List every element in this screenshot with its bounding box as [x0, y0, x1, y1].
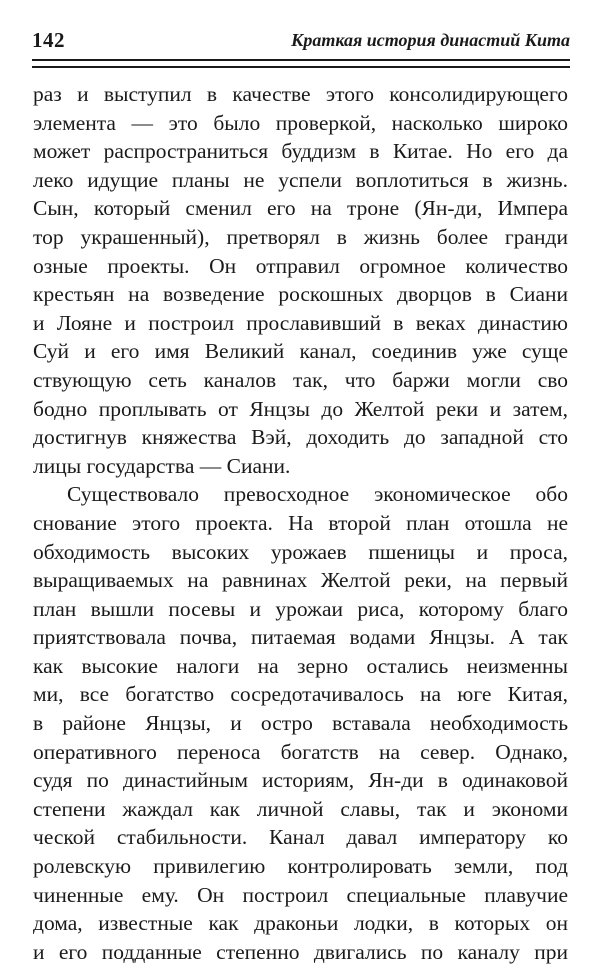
- text-line: ми, все богатство сосредотачивалось на юге Китая,: [33, 682, 568, 707]
- text-line: Сын, который сменил его на троне (Ян-ди, Импера: [33, 196, 568, 221]
- text-line: тор украшенный), претворял в жизнь более гранди: [33, 224, 568, 249]
- text-line: достигнув княжества Вэй, доходить до западной сто: [33, 425, 568, 450]
- text-line: обходимость высоких урожаев пшеницы и проса,: [33, 539, 568, 564]
- text-line: судя по династийным историям, Ян-ди в одинаковой: [33, 768, 568, 793]
- text-line: план вышли посевы и урожаи риса, которому благо: [33, 596, 568, 621]
- text-line: выращиваемых на равнинах Желтой реки, на первый: [33, 568, 568, 593]
- page-header: [32, 28, 570, 58]
- paragraph-1: [33, 80, 568, 480]
- text-line: элемента — это было проверкой, насколько широко: [33, 110, 568, 135]
- text-line: раз и выступил в качестве этого консолидирующего: [33, 82, 568, 106]
- header-rule-top: [32, 59, 570, 61]
- body-text: [33, 80, 568, 966]
- text-line: чиненные ему. Он построил специальные плавучие: [33, 882, 568, 907]
- running-title: Краткая история династий Кита: [291, 30, 570, 50]
- text-line: и Лояне и построил прославивший в веках династию: [33, 310, 568, 335]
- text-line: дома, известные как драконьи лодки, в которых он: [33, 911, 568, 936]
- text-line: Суй и его имя Великий канал, соединив уже суще: [33, 339, 568, 364]
- text-line: в районе Янцзы, и остро вставала необходимость: [33, 711, 568, 736]
- page-number: 142: [32, 28, 65, 52]
- text-line: ролевскую привилегию контролировать земли, под: [33, 854, 568, 879]
- text-line: снование этого проекта. На второй план отошла не: [33, 510, 568, 535]
- text-line: приятствовала почва, питаемая водами Янцзы. А так: [33, 625, 568, 650]
- text-line: Существовало превосходное экономическое обо: [67, 482, 568, 507]
- text-line: оперативного переноса богатств на север. Однако,: [33, 739, 568, 764]
- text-line: лицы государства — Сиани.: [33, 453, 291, 478]
- text-line: ческой стабильности. Канал давал императору ко: [33, 825, 568, 850]
- text-line: степени жаждал как личной славы, так и экономи: [33, 796, 568, 821]
- text-line: крестьян на возведение роскошных дворцов в Сиани: [33, 282, 568, 307]
- text-line: озные проекты. Он отправил огромное количество: [33, 253, 568, 278]
- text-line: бодно проплывать от Янцзы до Желтой реки и затем,: [33, 396, 568, 421]
- header-rule-bottom: [32, 66, 570, 68]
- paragraph-2: [33, 480, 568, 966]
- text-line: и его подданные степенно двигались по каналу при: [33, 939, 568, 964]
- text-line: ствующую сеть каналов так, что баржи могли сво: [33, 367, 568, 392]
- text-line: может распространиться буддизм в Китае. Но его да: [33, 139, 568, 164]
- text-line: как высокие налоги на зерно остались неизменны: [33, 653, 568, 678]
- text-line: леко идущие планы не успели воплотиться в жизнь.: [33, 167, 568, 192]
